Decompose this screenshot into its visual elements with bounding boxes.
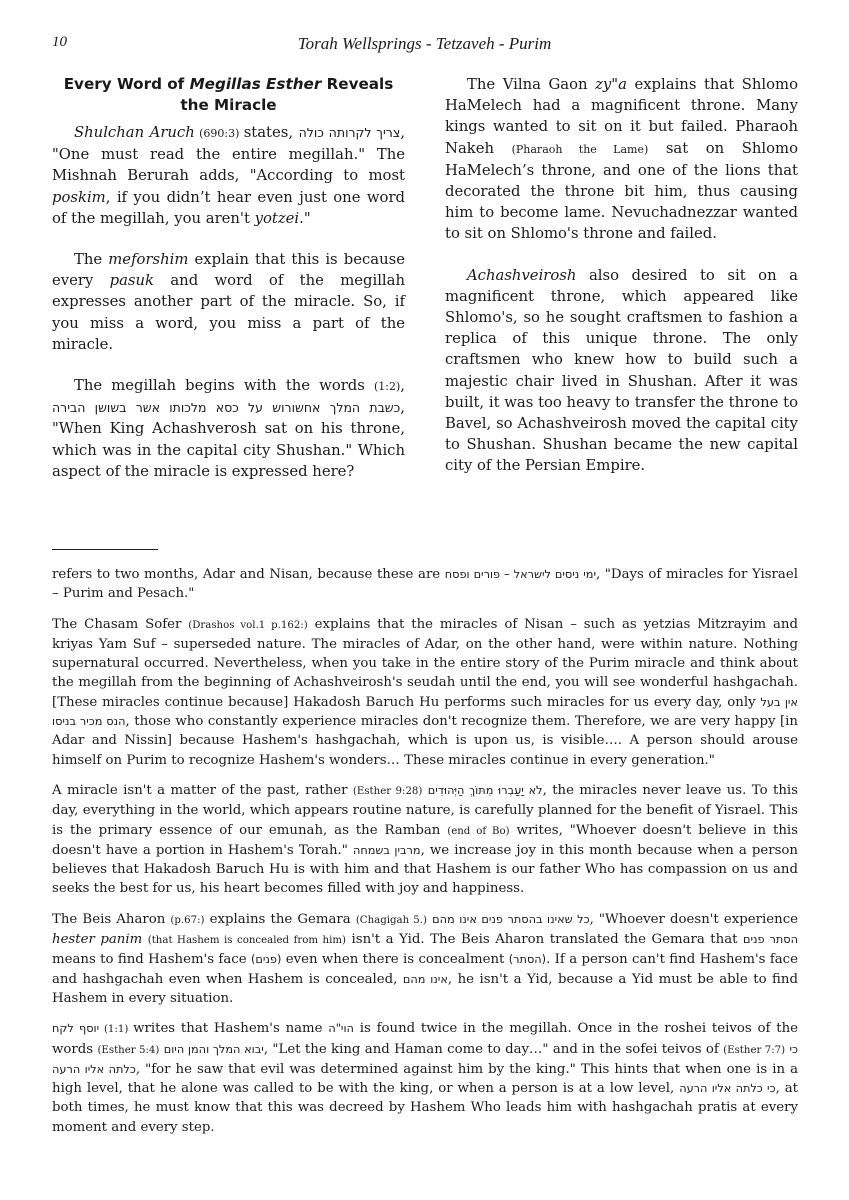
footnote-4: The Beis Aharon (p.67:) explains the Gemara (Chagigah 5.) כל שאינו בהסתר פנים אינו מהם, "Whoever doesn't experience hester panim (that Hashem is concealed from him) isn't a Yid. The Beis Aharon translated the Gemara that הסתר פנים means to find Hashem's face (פנים) even when there is concealment (הסתר). If a person can't find Hashem's face and hashgachah even when Hashem is concealed, אינו מהם, he isn't a Yid, because a Yid must be able to find Hashem in every situation. (52, 911, 799, 1006)
left-column (52, 74, 405, 502)
section-title: Every Word of Megillas Esther Reveals the Miracle (63, 75, 394, 114)
footnote-5: יוסף לקח (1:1) writes that Hashem's name הוי"ה is found twice in the megillah. Once in the roshei teivos of the words (Esther 5:4) יבוא המלך והמן היום, "Let the king and Haman come to day…" and in the sofei teivos of (Esther 7:7) כי כלתה אליו הרעה, "for he saw that evil was determined against him by the king." This hints that when one is in a high level, that he alone was called to be with the king, or when a person is at a low level, כי כלתה אליו הרעה, at both times, he must know that this was decreed by Hashem Who leads him with hashgachah pratis at every moment and every step. (52, 1021, 799, 1135)
left-paragraph-1: Shulchan Aruch (690:3) states, צריך לקרותה כולה, "One must read the entire megillah." The Mishnah Berurah adds, "According to most poskim, if you didn’t hear even just one word of the megillah, you aren't yotzei." (52, 124, 405, 227)
page-header (52, 34, 797, 58)
right-paragraph-1: The Vilna Gaon zy"a explains that Shlomo HaMelech had a magnificent throne. Many kings wanted to sit on it but failed. Pharaoh Nakeh (Pharaoh the Lame) sat on Shlomo HaMelech’s throne, and one of the lions that decorated the throne bit him, thus causing him to become lame. Nevuchadnezzar wanted to sit on Shlomo's throne and failed. (445, 76, 798, 243)
right-column (445, 74, 798, 497)
page-number: 10 (52, 34, 67, 50)
footnote-1: refers to two months, Adar and Nisan, because these are ימי ניסים לישראל – פורים ופסח, "Days of miracles for Yisrael – Purim and Pesach." (52, 567, 798, 602)
footnote-separator (52, 549, 158, 550)
right-paragraph-2: Achashveirosh also desired to sit on a magnificent throne, which appeared like Shlomo's, so he sought craftsmen to fashion a replica of this unique throne. The only craftsmen who knew how to build such a majestic chair lived in Shushan. After it was built, it was too heavy to transfer the throne to Bavel, so Achashveirosh moved the capital city to Shushan. Shushan became the new capital city of the Persian Empire. (445, 266, 798, 475)
footnote-3: A miracle isn't a matter of the past, rather (Esther 9:28) לֹא יַעַבְרוּ מִתּוֹךְ הַיְּהוּדִים, the miracles never leave us. To this day, everything in the world, which appears routine nature, is carefully planned for the benefit of Yisrael. This is the primary essence of our emunah, as the Ramban (end of Bo) writes, "Whoever doesn't believe in this doesn't have a portion in Hashem's Torah." מרבין בשמחה, we increase joy in this month because when a person believes that Hakadosh Baruch Hu is with him and that Hashem is our father Who has compassion on us and seeks the best for us, his heart becomes filled with joy and happiness. (52, 782, 798, 897)
footnotes (52, 565, 798, 1148)
left-paragraph-2: The meforshim explain that this is because every pasuk and word of the megillah expresses another part of the miracle. So, if you miss a word, you miss a part of the miracle. (52, 251, 406, 353)
running-title: Torah Wellsprings - Tetzaveh - Purim (297, 34, 552, 53)
left-paragraph-3: The megillah begins with the words (1:2), כשבת המלך אחשורוש על כסא מלכותו אשר בשושן הבירה, "When King Achashverosh sat on his throne, which was in the capital city Shushan." Which aspect of the miracle is expressed here? (52, 377, 405, 480)
footnote-2: The Chasam Sofer (Drashos vol.1 p.162:) explains that the miracles of Nisan – such as yetzias Mitzrayim and kriyas Yam Suf – superseded nature. The miracles of Adar, on the other hand, were within nature. Nothing supernatural occurred. Nevertheless, when you take in the entire story of the Purim miracle and think about the megillah from the beginning of Achashveirosh's seudah until the end, you will see wonderful hashgachah. [These miracles continue because] Hakadosh Baruch Hu performs such miracles for us every day, only אין בעל הנס מכיר בניסו, those who constantly experience miracles don't recognize them. Therefore, we are very happy [in Adar and Nissin] because Hashem's hashgachah, which is upon us, is visible…. A person should arouse himself on Purim to recognize Hashem's wonders… These miracles continue in every generation." (52, 616, 799, 768)
